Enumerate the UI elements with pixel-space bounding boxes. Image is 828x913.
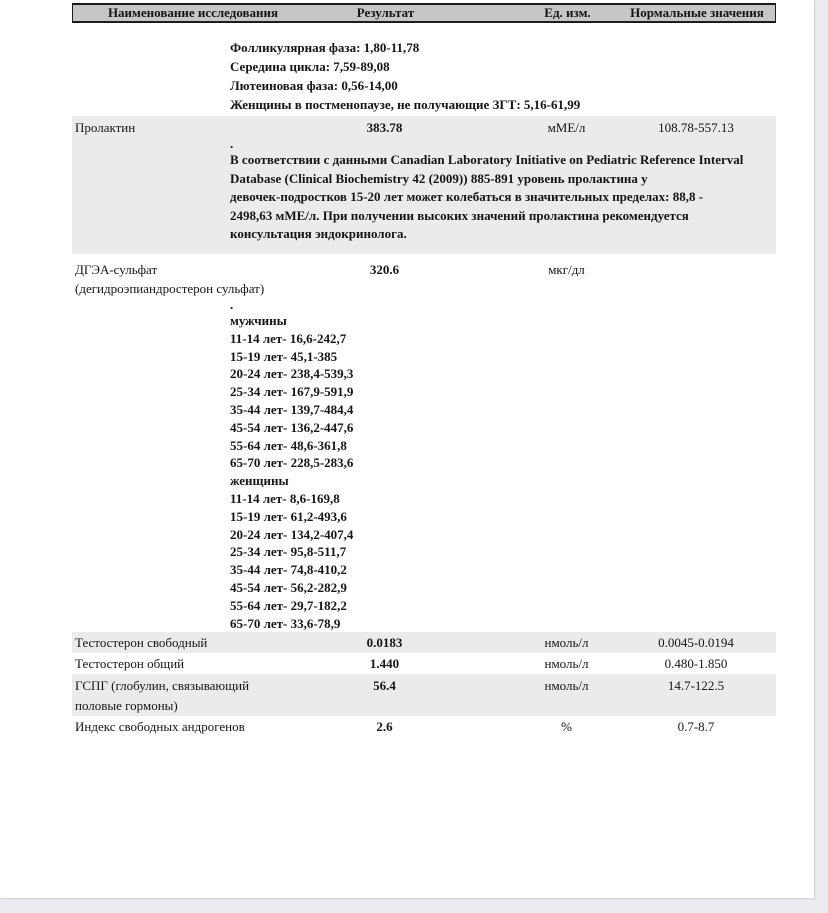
reference-list-line: 55-64 лет- 29,7-182,2 [230,597,347,613]
reference-note-line: Женщины в постменопаузе, не получающие ЗГТ: 5,16-61,99 [230,97,581,112]
paragraph-dot: . [230,296,234,312]
prolactin-comment [72,151,776,244]
cell-result-value: 1.440 [369,656,400,672]
row-testosterone-free [72,632,776,653]
comment-line: 2498,63 мМЕ/л. При получении высоких значений пролактина рекомендуется [230,207,689,223]
row-free-androgen-index [72,716,776,737]
cell-units: мкг/дл [548,261,585,277]
reference-list-line: 15-19 лет- 45,1-385 [230,348,338,364]
reference-list-line: 65-70 лет- 33,6-78,9 [230,615,341,631]
reference-list-line: 45-54 лет- 136,2-447,6 [230,419,354,435]
row-prolactin [72,116,776,254]
table-row [72,118,776,137]
cell-normal-range [616,260,776,279]
reference-list-line: 15-19 лет- 61,2-493,6 [230,508,347,524]
reference-list-line: 25-34 лет- 95,8-511,7 [230,544,347,560]
table-row [72,676,776,715]
reference-notes-block [72,23,776,114]
cell-result-value: 0.0183 [366,635,403,651]
cell-normal-range: 0.7-8.7 [677,719,715,735]
cell-test-name-line1: ГСПГ (глобулин, связывающий [75,678,250,694]
cell-test-name: Тестостерон общий [75,656,185,672]
row-testosterone-total [72,653,776,674]
paragraph-dot: . [230,136,234,151]
reference-list-line: 45-54 лет- 56,2-282,9 [230,579,347,595]
table-header-row [72,3,776,23]
cell-result-value: 2.6 [376,719,393,735]
reference-list-line: 20-24 лет- 238,4-539,3 [230,366,354,382]
reference-list-line: 25-34 лет- 167,9-591,9 [230,384,354,400]
reference-list-line: женщины [230,473,289,489]
cell-test-name-line2: (дегидроэпиандростерон сульфат) [75,280,265,296]
cell-result-value: 320.6 [369,261,400,277]
reference-list-line: 20-24 лет- 134,2-407,4 [230,526,354,542]
cell-units: % [561,719,572,735]
cell-test-name: Пролактин [75,120,136,135]
lab-results-table [72,0,776,737]
reference-list-line: 55-64 лет- 48,6-361,8 [230,437,347,453]
column-header-normal-values: Нормальные значения [630,5,764,20]
reference-list-line: 35-44 лет- 139,7-484,4 [230,401,354,417]
cell-normal-range: 108.78-557.13 [658,120,734,135]
column-header-units: Ед. изм. [544,5,591,20]
comment-line: консультация эндокринолога. [230,226,407,242]
cell-units: нмоль/л [544,656,589,672]
cell-units: мМЕ/л [547,120,586,135]
reference-list-line: 11-14 лет- 8,6-169,8 [230,490,340,506]
row-shbg [72,674,776,716]
reference-note-line: Фолликулярная фаза: 1,80-11,78 [230,40,420,55]
reference-list-line: 65-70 лет- 228,5-283,6 [230,455,354,471]
cell-normal-range: 0.0045-0.0194 [658,635,734,651]
comment-line: девочек-подростков 15-20 лет может колебаться в значительных пределах: 88,8 - [230,189,704,205]
cell-units: нмоль/л [544,635,589,651]
row-dhea-sulfate [72,254,776,632]
cell-units: нмоль/л [544,678,589,694]
column-header-test-name: Наименование исследования [107,5,279,20]
cell-result-value: 56.4 [373,678,396,694]
reference-list-line: 11-14 лет- 16,6-242,7 [230,330,347,346]
cell-test-name [72,676,312,715]
comment-line: Database (Clinical Biochemistry 42 (2009)) 885-891 уровень пролактина у [230,170,648,186]
reference-list-line: 35-44 лет- 74,8-410,2 [230,562,347,578]
cell-result-value: 383.78 [366,120,403,135]
column-header-result: Результат [356,5,415,20]
dhea-reference-list [72,312,776,632]
cell-normal-range: 14.7-122.5 [667,678,725,694]
cell-test-name: ДГЭА-сульфат [75,261,158,277]
reference-note-line: Лютеиновая фаза: 0,56-14,00 [230,78,398,93]
cell-test-name: Индекс свободных андрогенов [75,719,245,735]
table-row [72,260,776,279]
cell-normal-range: 0.480-1.850 [664,656,728,672]
cell-test-name-line2: половые гормоны) [75,697,178,713]
reference-list-line: мужчины [230,312,287,328]
comment-line: В соответствии с данными Canadian Laboratory Initiative on Pediatric Reference Interval [230,152,744,167]
reference-note-line: Середина цикла: 7,59-89,08 [230,59,390,74]
cell-test-name: Тестостерон свободный [75,635,208,651]
